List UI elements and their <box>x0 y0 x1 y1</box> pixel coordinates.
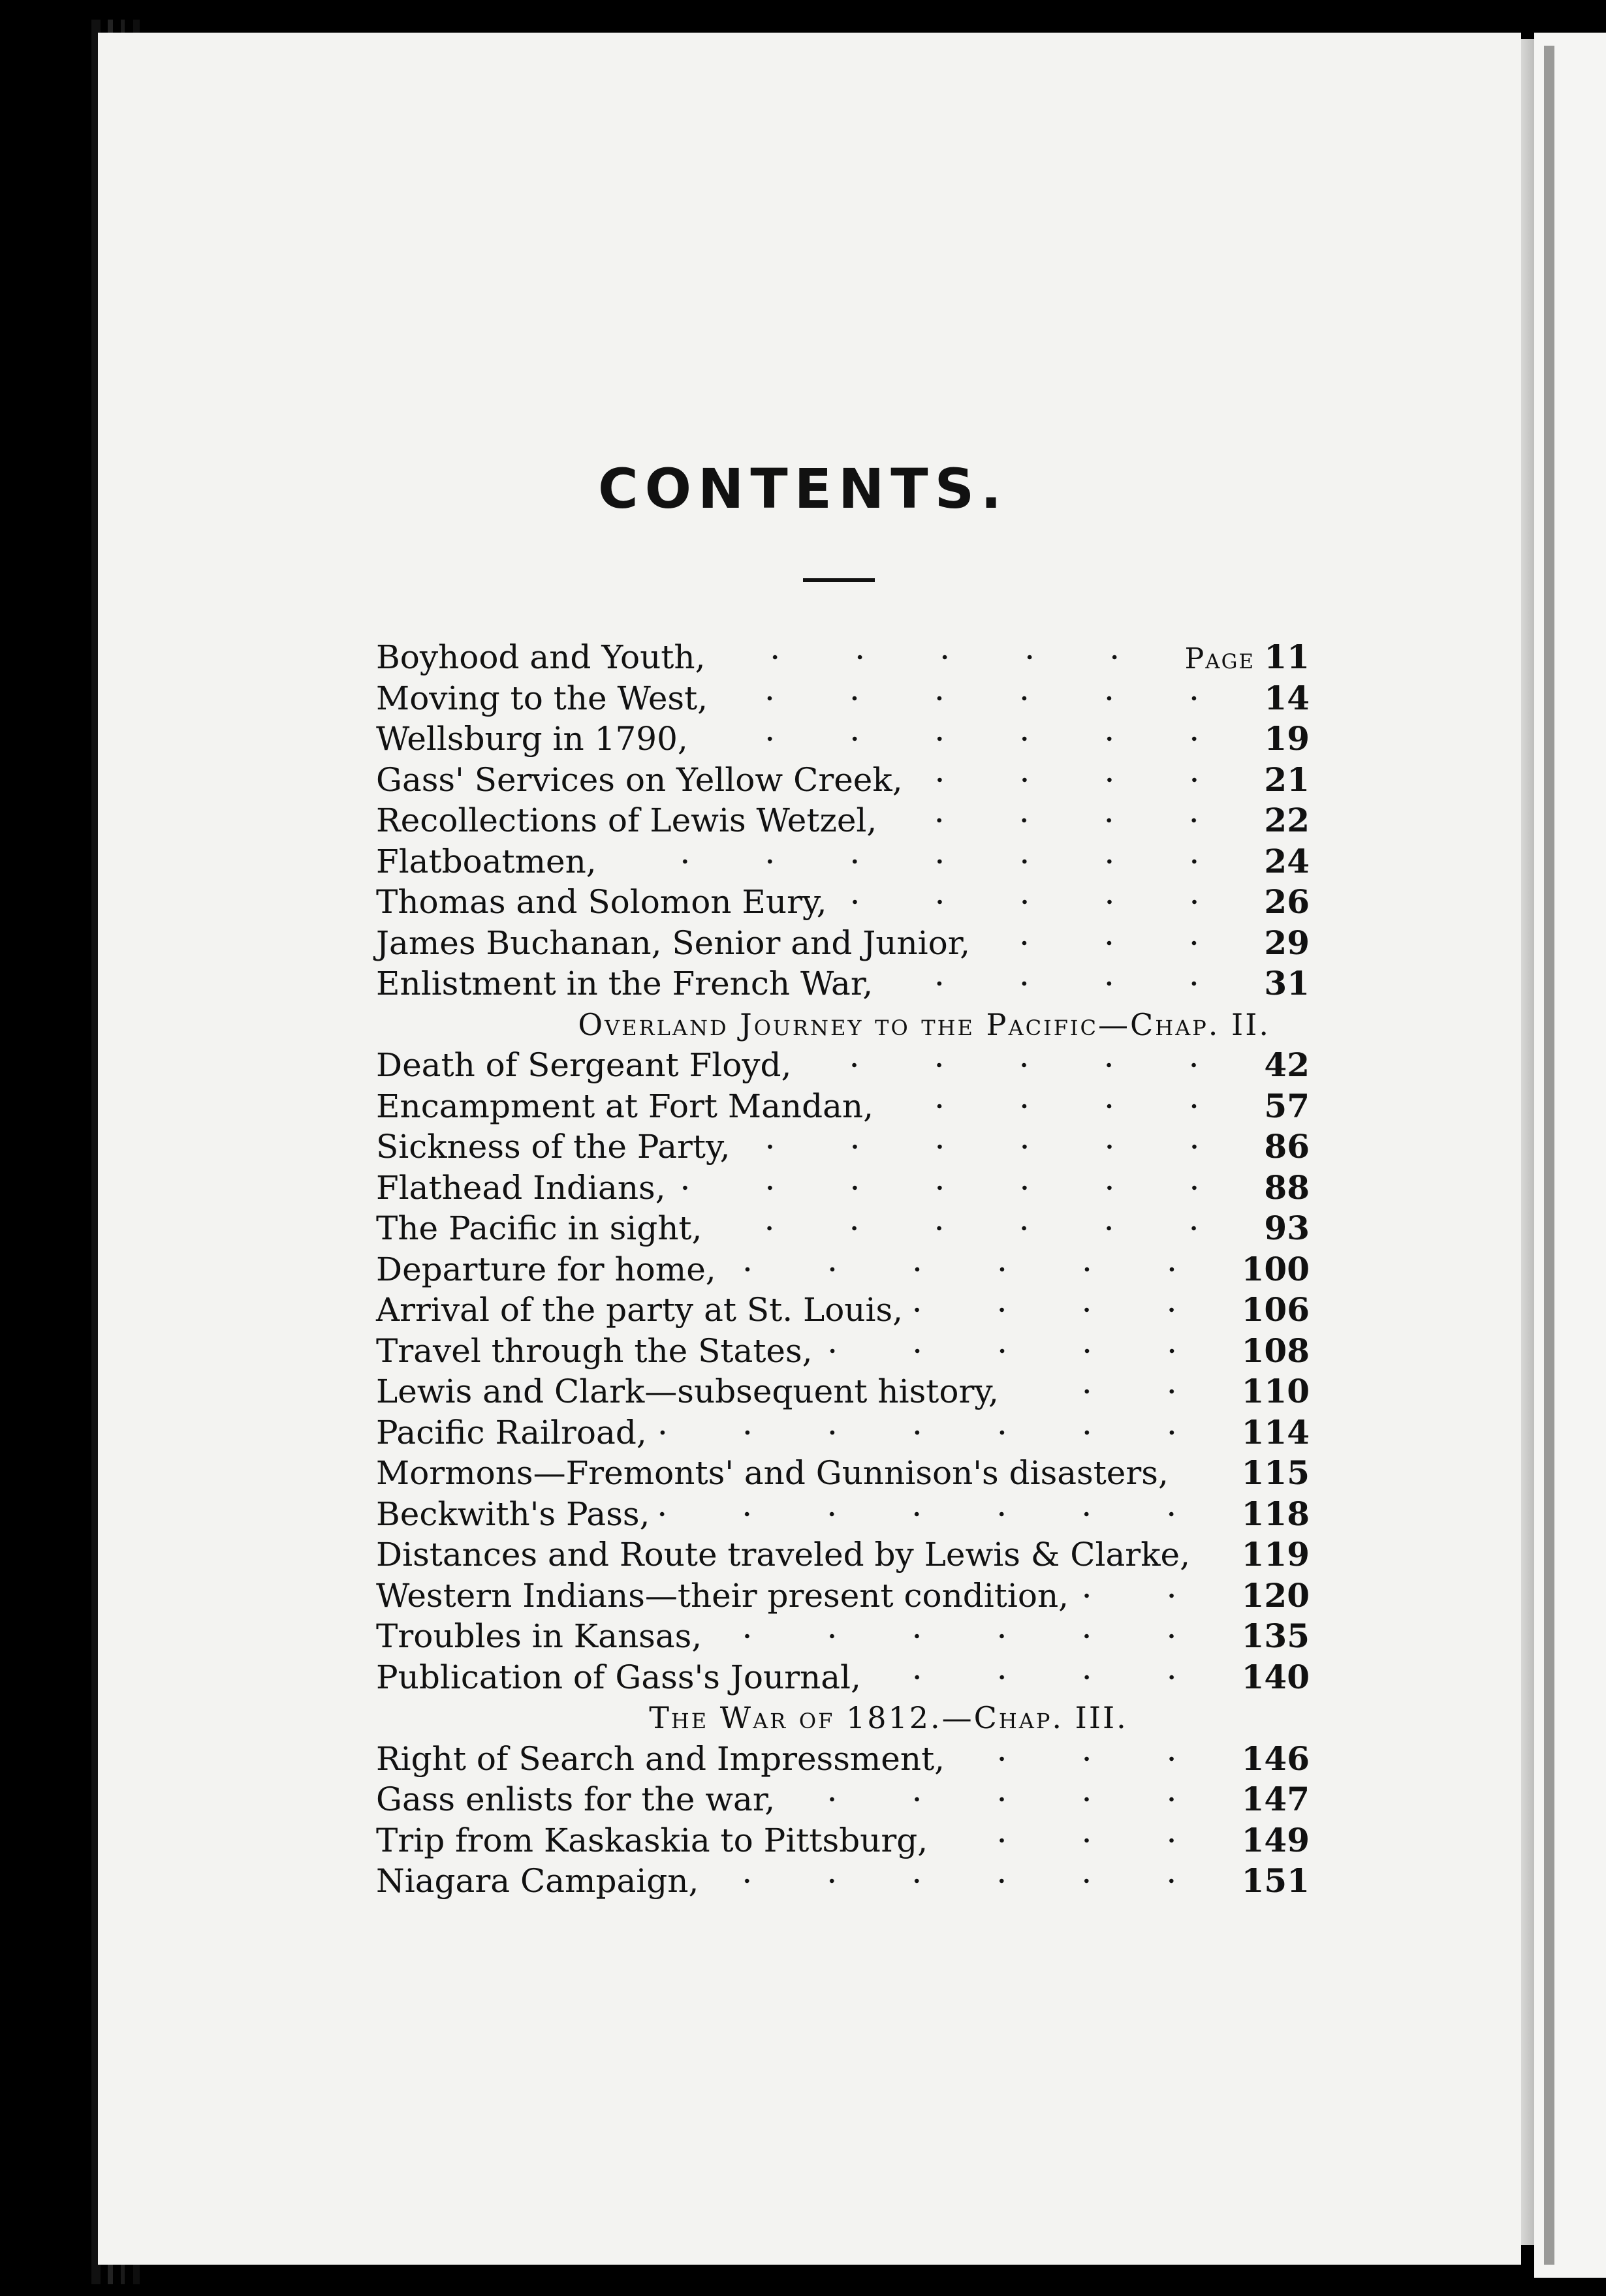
entry-title: Thomas and Solomon Eury, <box>376 883 827 921</box>
entry-title: Enlistment in the French War, <box>376 965 874 1002</box>
entry-page-number: 115 <box>1241 1453 1310 1492</box>
dot-leader <box>1178 1457 1233 1489</box>
toc-entry <box>376 1249 1310 1290</box>
entry-title: Niagara Campaign, <box>376 1862 699 1900</box>
toc-entry <box>376 1575 1310 1617</box>
entry-page-number: 140 <box>1241 1657 1310 1696</box>
dot-leader <box>606 845 1255 878</box>
toc-entry <box>376 1820 1310 1861</box>
toc-entry <box>376 1412 1310 1453</box>
entry-title: Wellsburg in 1790, <box>376 720 688 758</box>
toc-entry <box>376 1168 1310 1209</box>
entry-title: Death of Sergeant Floyd, <box>376 1046 792 1084</box>
entry-title: Mormons—Fremonts' and Gunnison's disasters, <box>376 1454 1169 1492</box>
entry-page-number: 57 <box>1264 1086 1310 1125</box>
entry-page-number: 149 <box>1241 1820 1310 1859</box>
entry-page-number: 93 <box>1264 1209 1310 1247</box>
dot-leader <box>659 1498 1232 1530</box>
toc-entry <box>376 882 1310 923</box>
dot-leader <box>822 1335 1233 1367</box>
dot-leader <box>836 886 1255 918</box>
toc-entry <box>376 1371 1310 1412</box>
entry-page-number: 147 <box>1241 1780 1310 1818</box>
dot-leader <box>912 764 1255 796</box>
entry-page-number: 100 <box>1241 1249 1310 1288</box>
entry-page-number: 119 <box>1241 1535 1310 1574</box>
toc-entry <box>376 1616 1310 1657</box>
section-chapter-label: —Chap. II. <box>1098 1006 1270 1042</box>
toc-entry <box>376 1086 1310 1127</box>
section-chapter-label: —Chap. III. <box>941 1700 1128 1735</box>
dot-leader <box>912 1294 1233 1326</box>
entry-page-number: 135 <box>1241 1617 1310 1655</box>
entry-title: Troubles in Kansas, <box>376 1617 702 1655</box>
dot-leader <box>711 1212 1255 1245</box>
dot-leader <box>882 967 1255 1000</box>
entry-title: Boyhood and Youth, <box>376 638 706 676</box>
dot-leader <box>697 722 1255 755</box>
toc-entry <box>376 1534 1310 1575</box>
section-heading <box>376 1698 1310 1739</box>
facing-page-gutter <box>1544 46 1554 2265</box>
entry-title: Encampment at Fort Mandan, <box>376 1087 874 1125</box>
entry-page-number: 88 <box>1264 1168 1310 1207</box>
dot-leader <box>656 1416 1233 1449</box>
entry-title: Flathead Indians, <box>376 1168 666 1207</box>
entry-title: Travel through the States, <box>376 1331 813 1370</box>
entry-page-number: 146 <box>1241 1739 1310 1778</box>
section-heading <box>376 1004 1310 1046</box>
entry-page-number: 29 <box>1264 923 1310 962</box>
entry-title: Pacific Railroad, <box>376 1413 647 1451</box>
toc-entry <box>376 800 1310 841</box>
toc-entry <box>376 923 1310 964</box>
entry-page-number: 120 <box>1241 1575 1310 1615</box>
dot-leader <box>979 927 1255 959</box>
toc-entry <box>376 1290 1310 1331</box>
entry-page-number: 19 <box>1264 719 1310 758</box>
table-of-contents <box>376 637 1310 1902</box>
toc-entry <box>376 1739 1310 1780</box>
entry-page-number: 110 <box>1241 1372 1310 1410</box>
entry-page-number: 151 <box>1241 1861 1310 1900</box>
dot-leader <box>711 1620 1232 1652</box>
entry-title: Arrival of the party at St. Louis, <box>376 1291 904 1329</box>
entry-page-number: 11 <box>1264 638 1310 676</box>
entry-title: Lewis and Clark—subsequent history, <box>376 1373 999 1410</box>
dot-leader <box>870 1661 1233 1694</box>
entry-title: Gass enlists for the war, <box>376 1780 776 1818</box>
entry-page-number: 42 <box>1264 1046 1310 1084</box>
page-title: CONTENTS. <box>597 457 1009 521</box>
dot-leader <box>883 1090 1255 1123</box>
entry-page-number: 26 <box>1264 882 1310 921</box>
toc-entry <box>376 841 1310 882</box>
toc-entry <box>376 1453 1310 1494</box>
entry-page-number: 21 <box>1264 760 1310 799</box>
dot-leader <box>725 1253 1233 1286</box>
toc-entry <box>376 1494 1310 1535</box>
dot-leader <box>784 1783 1232 1816</box>
entry-page-number: 24 <box>1264 841 1310 880</box>
entry-page-number: 14 <box>1264 678 1310 717</box>
toc-entry <box>376 1126 1310 1168</box>
entry-title: Trip from Kaskaskia to Pittsburg, <box>376 1821 928 1859</box>
toc-entry <box>376 637 1310 678</box>
entry-page-number: 118 <box>1241 1494 1310 1533</box>
entry-title: Departure for home, <box>376 1250 716 1288</box>
dot-leader <box>886 804 1255 837</box>
section-heading-text: Overland Journey to the Pacific <box>578 1006 1099 1042</box>
entry-page-number: 108 <box>1241 1331 1310 1370</box>
dot-leader <box>675 1171 1255 1204</box>
toc-entry <box>376 719 1310 760</box>
dot-leader <box>714 641 1175 674</box>
dot-leader <box>717 682 1255 715</box>
toc-entry <box>376 760 1310 801</box>
dot-leader <box>740 1130 1255 1163</box>
entry-title: Recollections of Lewis Wetzel, <box>376 801 877 839</box>
entry-title: The Pacific in sight, <box>376 1209 702 1247</box>
toc-entry <box>376 1779 1310 1820</box>
entry-title: Beckwith's Pass, <box>376 1495 650 1533</box>
entry-title: Publication of Gass's Journal, <box>376 1658 861 1696</box>
dot-leader <box>708 1865 1232 1897</box>
toc-entry <box>376 1208 1310 1249</box>
dot-leader <box>1078 1579 1233 1612</box>
section-heading-text: The War of 1812. <box>649 1700 942 1735</box>
entry-title: Western Indians—their present condition, <box>376 1576 1069 1615</box>
entry-title: Sickness of the Party, <box>376 1128 731 1166</box>
dot-leader <box>937 1824 1233 1857</box>
title-rule <box>803 578 875 582</box>
entry-page-number: 22 <box>1264 801 1310 839</box>
entry-title: Flatboatmen, <box>376 842 597 880</box>
entry-page-number: 106 <box>1241 1290 1310 1329</box>
entry-title: James Buchanan, Senior and Junior, <box>376 923 971 962</box>
dot-leader <box>1008 1375 1233 1408</box>
toc-entry <box>376 1331 1310 1372</box>
page-prefix: Page <box>1184 642 1255 675</box>
entry-page-number: 114 <box>1241 1412 1310 1451</box>
entry-page-number: 31 <box>1264 964 1310 1002</box>
entry-title: Right of Search and Impressment, <box>376 1739 945 1778</box>
entry-title: Gass' Services on Yellow Creek, <box>376 760 903 799</box>
toc-entry <box>376 678 1310 719</box>
toc-entry <box>376 963 1310 1004</box>
dot-leader <box>954 1743 1233 1775</box>
dot-leader <box>1199 1538 1233 1571</box>
entry-title: Moving to the West, <box>376 679 708 717</box>
page-fore-edge <box>1521 39 1534 2245</box>
entry-title: Distances and Route traveled by Lewis & Clarke, <box>376 1536 1190 1574</box>
toc-entry <box>376 1657 1310 1698</box>
toc-entry <box>376 1861 1310 1902</box>
dot-leader <box>800 1049 1255 1081</box>
entry-page-number: 86 <box>1264 1127 1310 1166</box>
toc-entry <box>376 1045 1310 1086</box>
